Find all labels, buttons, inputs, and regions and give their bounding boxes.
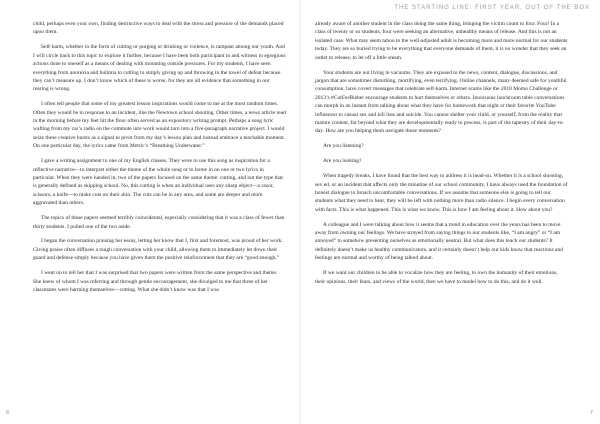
right-page-number: 7 xyxy=(589,410,593,416)
paragraph: I gave a writing assignment to one of my English classes. They were to use this song as inspiration for a reflective narrative—to interpret either the theme of the whole song or to home in on one or two lyrics in particular. When they were handed in, two of the papers focused on the same theme: cutting, and not the type that is generally defined as skipping school. No, this cutting is when an individual uses any sharp object—a razor, scissors, a knife—to make cuts on their skin. The cuts can be in any area, and some are deeper and more aggravated than others. xyxy=(33,158,283,207)
paragraph: Self-harm, whether in the form of cutting or purging or drinking or violence, is rampant among our youth. And I will circle back to this topic to explore it further, because I have been both participant in and witness to egregious actions done to oneself as a means of dealing with mounting outside pressures. For my students, I have seen everything from anorexia and bulimia to cutting to simply giving up and throwing in the towel of defeat because they can’t measure up. I don’t know which of these is worse, for they are all evidence that something in our rearing is wrong. xyxy=(33,44,286,93)
running-header: THE STARTING LINE: FIRST YEAR, OUT OF THE BOX xyxy=(394,5,590,11)
right-page-text xyxy=(315,20,568,292)
paragraph: I often tell people that some of my greatest lesson inspirations would come to me at the most random times. Often they would be in response to an incident, like the Newtown school shooting. Other times, a news article read in the morning before my feet hit the floor often served as an expository writing prompt. Perhaps a song lyric wafting from my car’s radio on the commute into work would turn into a five-paragraph narrative project. I would seize these creative bursts as a signal to pivot from my day’s lesson plan and instead embrace a teachable moment. On one particular day, the lyrics came from Metric’s “Breathing Underwater.” xyxy=(33,101,286,150)
paragraph: Your students are not living in vacuums. They are exposed to the news, content, dialogue, discussions, and jargon that are sometimes disturbing, mortifying, even terrifying. Online channels, many deemed safe for youthful consumption, have covert messages that celebrate self-harm. Internet scams like the 2018 Momo Challenge or 2013’s #CutForBieber encourage students to hurt themselves or others. Innocuous lunchroom table conversations can morph in an instant from talking about what they have for homework that night or their favorite YouTube influencer to casual sex and kill lists and suicide. You cannot shelter your child, or yourself, from the reality that mature content, far beyond what they are developmentally ready to process, is part of the tapestry of their day-to-day. How are you helping them navigate those moments? xyxy=(315,69,567,135)
left-page-number: 6 xyxy=(6,410,10,416)
paragraph: Are you listening? xyxy=(323,143,364,150)
paragraph: Are you looking? xyxy=(323,158,362,165)
paragraph: child, perhaps even your own, finding destructive ways to deal with the stress and pressure of the demands placed upon them. xyxy=(33,21,284,36)
paragraph: The topics of these papers seemed terribly coincidental, especially considering that it was a class of fewer than thirty students. I pulled one of the two aside. xyxy=(33,215,285,230)
book-gutter xyxy=(298,0,302,424)
paragraph: When tragedy breaks, I have found that the best way to address it is head-on. Whether it is a school shooting, sex ed, or an incident that affects only the minutiae of our school community, I have always used the foundation of honest dialogue to broach uncomfortable conversations. If we assume that someone else is going to tell our students what they need to hear, they will be left with nothing more than radio silence. I begin every conversation with facts. This is what happened. This is what we know. This is how I am feeling about it. How about you? xyxy=(315,173,568,213)
paragraph: I began the conversation praising her essay, letting her know that I, first and foremost, was proud of her work. Giving praise often diffuses a tough conversation with your child, allowing them to immediately let down their guard and defense simply because you have given them the positive reinforcement that they are “good enough.” xyxy=(33,238,283,262)
paragraph: A colleague and I were talking about how it seems that a trend in education over the years has been to move away from owning our feelings. We have strayed from saying things to our students like, “I am angry” or “I am annoyed” to somehow presenting ourselves as emotionally neutral. But what does this teach our students? It definitely doesn’t make us healthy communicators, and it certainly doesn’t help our kids know that reactions and feelings are normal and worthy of being talked about. xyxy=(315,221,563,262)
paragraph: If we want our children to be able to vocalize how they are feeling, to own the humanity of their emotions, their opinions, their fears, and views of the world, then we have to model how to do this, and do it well. xyxy=(315,270,558,285)
left-page-text xyxy=(33,20,286,301)
paragraph: already aware of another student in the class doing the same thing, bringing the victim count to four. Four! In a class of twenty or so students, four were seeking an alternative, unhealthy means of release. And this is not an isolated case. What may seem taboo to the well-adjusted adult is becoming more and more normal for our students today. They are so buried trying to be everything that everyone demands of them, it is no wonder that they seek an outlet to release, to let off a little steam. xyxy=(315,21,568,61)
paragraph: I went on to tell her that I was surprised that two papers were written from the same perspective and theme. She knew of whom I was referring and through gentle encouragement, she divulged to me that three of her classmates were harming themselves—cutting. What she didn’t know was that I was xyxy=(33,270,278,293)
